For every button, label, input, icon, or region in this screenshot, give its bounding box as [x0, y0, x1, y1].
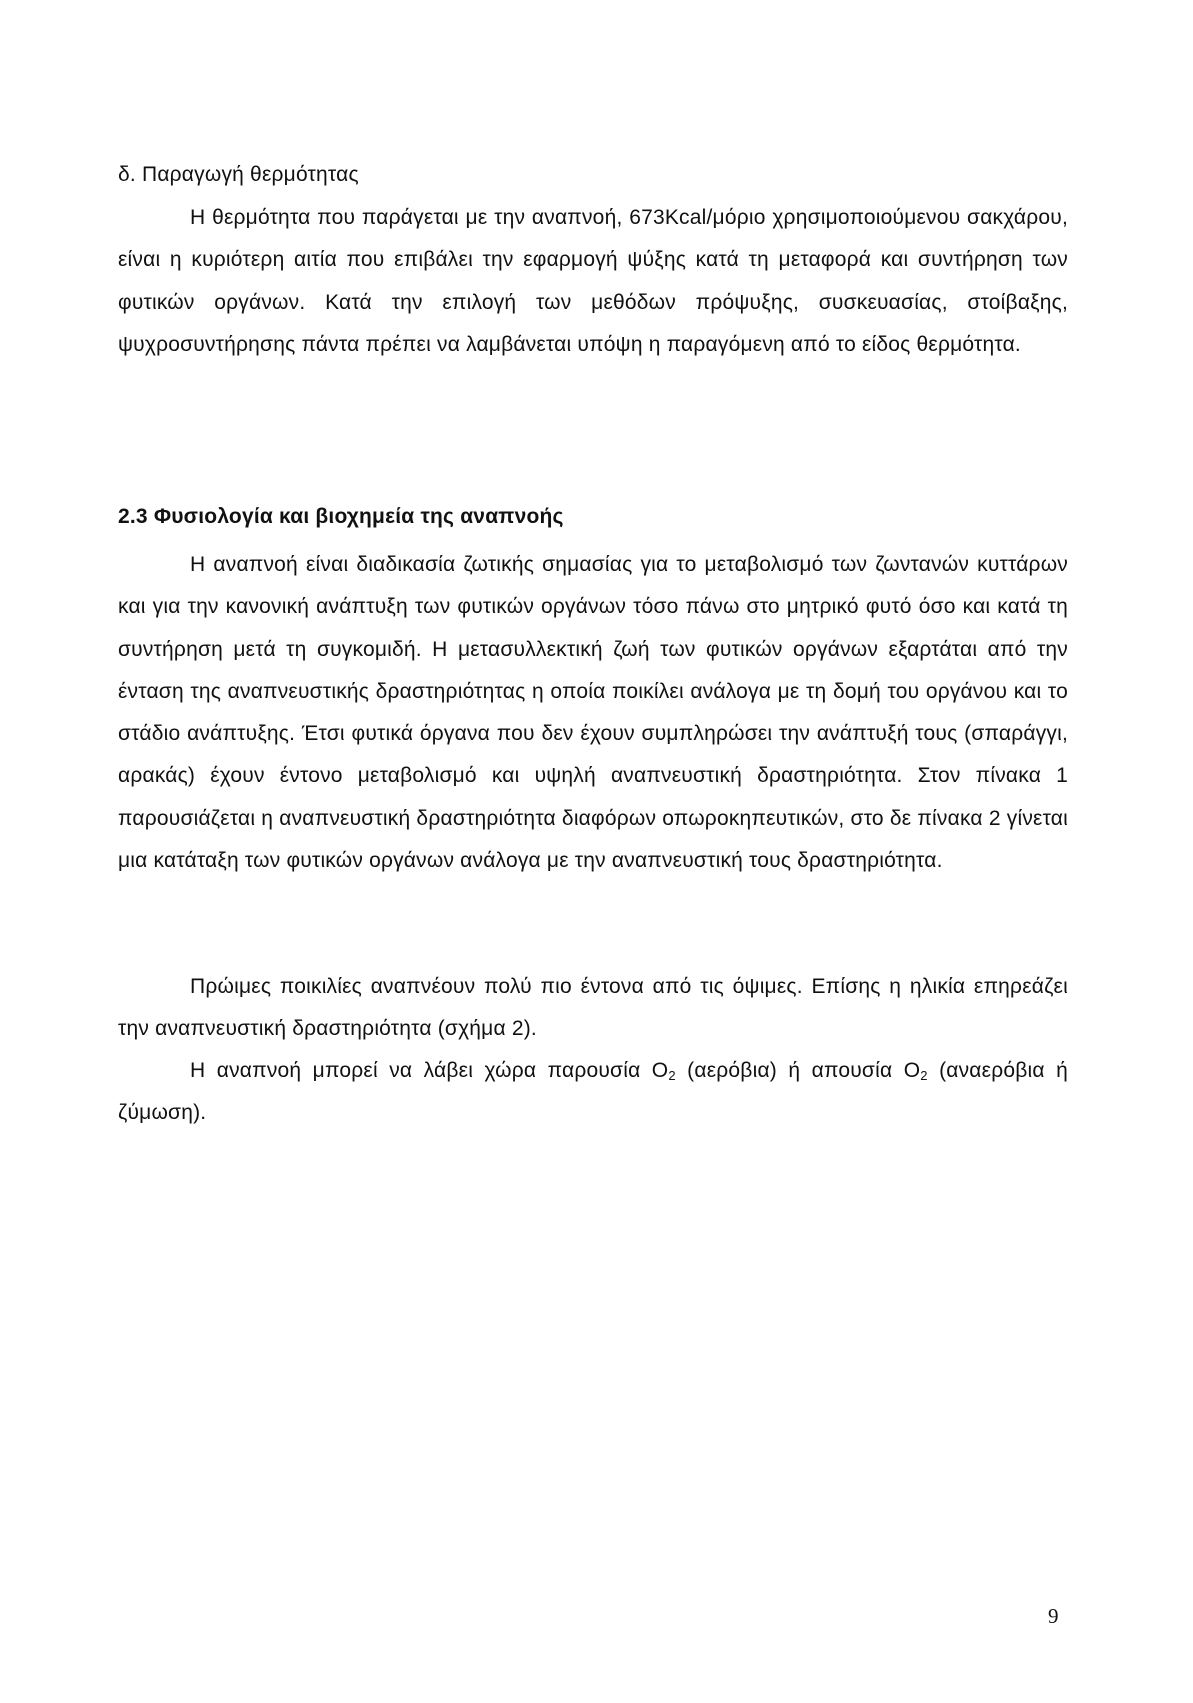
paragraph-3-text-b: (αερόβια) ή απουσία O	[675, 1059, 921, 1082]
oxygen-subscript-1: 2	[668, 1068, 676, 1083]
oxygen-subscript-2: 2	[920, 1068, 928, 1083]
section-2-3-paragraph-2: Πρώιμες ποικιλίες αναπνέουν πολύ πιο έντονα από τις όψιμες. Επίσης η ηλικία επηρεάζει την αναπνευστική δραστηριότητα (σχήμα 2).	[118, 975, 1068, 1041]
paragraph-3-text-a: Η αναπνοή μπορεί να λάβει χώρα παρουσία O	[190, 1059, 669, 1082]
section-2-3-paragraph-3	[118, 1050, 1068, 1135]
section-2-3-paragraph-1: Η αναπνοή είναι διαδικασία ζωτικής σημασίας για το μεταβολισμό των ζωντανών κυττάρων και για την κανονική ανάπτυξη των φυτικών οργάνων τόσο πάνω στο μητρικό φυτό όσο και κατά τη συντήρηση μετά τη συγκομιδή. Η μετασυλλεκτική ζωή των φυτικών οργάνων εξαρτάται από την ένταση της αναπνευστικής δραστηριότητας η οποία ποικίλει ανάλογα με τη δομή του οργάνου και το στάδιο ανάπτυξης. Έτσι φυτικά όργανα που δεν έχουν συμπληρώσει την ανάπτυξή τους (σπαράγγι, αρακάς) έχουν έντονο μεταβολισμό και υψηλή αναπνευστική δραστηριότητα. Στον πίνακα 1 παρουσιάζεται η αναπνευστική δραστηριότητα διαφόρων οπωροκηπευτικών, στο δε πίνακα 2 γίνεται μια κατάταξη των φυτικών οργάνων ανάλογα με την αναπνευστική τους δραστηριότητα.	[118, 553, 1068, 873]
page-number: 9	[1048, 1604, 1059, 1628]
section-d-heading: δ. Παραγωγή θερμότητας	[118, 163, 359, 186]
paragraph-3-text-c: (αναερόβια ή ζύμωση).	[118, 1059, 1068, 1125]
section-2-3-heading: 2.3 Φυσιολογία και βιοχημεία της αναπνοής	[118, 505, 564, 528]
section-d-paragraph: Η θερμότητα που παράγεται με την αναπνοή, 673Kcal/μόριο χρησιμοποιούμενου σακχάρου, είναι η κυριότερη αιτία που επιβάλει την εφαρμογή ψύξης κατά τη μεταφορά και συντήρηση των φυτικών οργάνων. Κατά την επιλογή των μεθόδων πρόψυξης, συσκευασίας, στοίβαξης, ψυχροσυντήρησης πάντα πρέπει να λαμβάνεται υπόψη η παραγόμενη από το είδος θερμότητα.	[118, 206, 1068, 356]
